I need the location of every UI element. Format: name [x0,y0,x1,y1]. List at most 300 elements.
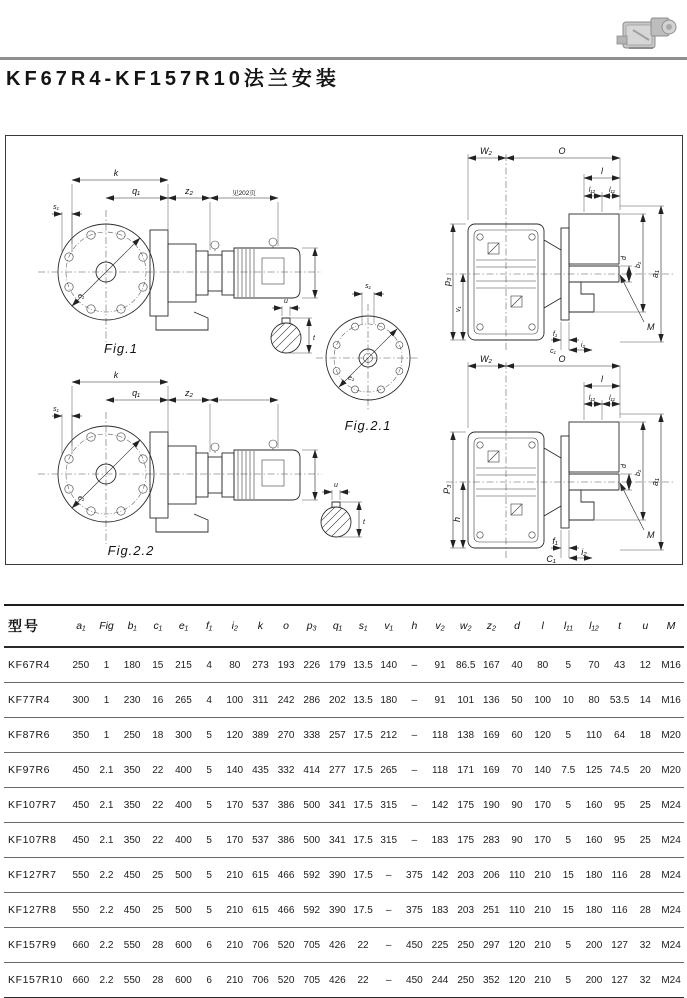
table-cell: 332 [273,753,299,788]
dim-label-o: O [558,146,566,156]
table-cell: 142 [427,788,453,823]
table-cell: 338 [299,718,325,753]
table-cell: 450 [68,753,94,788]
table-cell: 244 [427,963,453,998]
column-header: h [402,605,428,647]
table-cell: 341 [325,788,351,823]
table-cell: 70 [504,753,530,788]
table-cell: 705 [299,963,325,998]
table-cell: 203 [453,858,479,893]
table-cell: 450 [402,928,428,963]
table-cell: 257 [325,718,351,753]
table-cell: 226 [299,647,325,683]
table-cell: 592 [299,858,325,893]
section-view-bottom [434,352,679,564]
table-cell: 22 [145,788,171,823]
table-cell: 18 [632,718,658,753]
column-header: s₁ [350,605,376,647]
dim-label-i2: i₂ [580,342,586,349]
dim-label-k: k [113,370,119,380]
dim-label-e1: e₁ [78,495,85,502]
table-row [4,647,684,683]
table-cell: 140 [222,753,248,788]
table-cell: 311 [248,683,274,718]
table-cell: M16 [658,647,684,683]
table-cell: 2.1 [94,788,120,823]
table-cell: 28 [632,893,658,928]
table-cell: 167 [479,647,505,683]
table-cell: 600 [171,963,197,998]
dim-label-c1: c₁ [550,348,556,355]
table-cell: 10 [555,683,581,718]
table-cell: 5 [555,823,581,858]
dim-label-f1: f₁ [552,331,558,338]
column-header: f₁ [196,605,222,647]
dim-label-h: h [452,516,462,522]
table-cell: 206 [479,858,505,893]
dim-label-q1: q₁ [132,388,140,398]
table-cell: 169 [479,718,505,753]
dim-label-l12: l₁₂ [588,187,596,194]
table-cell: 5 [196,823,222,858]
table-cell: 520 [273,963,299,998]
table-cell: M24 [658,928,684,963]
table-cell: 160 [581,823,607,858]
table-cell: 100 [530,683,556,718]
table-cell: 4 [196,647,222,683]
table-cell: 4 [196,683,222,718]
column-header: l [530,605,556,647]
table-cell: 390 [325,858,351,893]
table-cell: 17.5 [350,858,376,893]
table-cell: 2.1 [94,753,120,788]
table-cell: 120 [504,963,530,998]
table-cell: 660 [68,928,94,963]
table-cell: 127 [607,928,633,963]
table-cell: 17.5 [350,893,376,928]
dim-label-b1: b₁ [635,261,642,268]
table-cell: 375 [402,858,428,893]
table-cell: 32 [632,928,658,963]
table-cell: 91 [427,647,453,683]
dim-label-p3: p₃ [442,277,452,286]
table-cell: 136 [479,683,505,718]
dim-label-d: d [621,256,628,260]
table-cell: 80 [222,647,248,683]
table-cell: – [376,963,402,998]
table-cell: 537 [248,788,274,823]
model-cell: KF67R4 [4,647,68,683]
column-header: b₁ [119,605,145,647]
table-cell: 5 [555,647,581,683]
table-cell: 400 [171,753,197,788]
dim-label-u: u [334,482,338,489]
table-cell: – [402,718,428,753]
table-cell: 171 [453,753,479,788]
table-cell: 286 [299,683,325,718]
table-body [4,647,684,998]
table-cell: M24 [658,788,684,823]
table-cell: 706 [248,963,274,998]
table-cell: 170 [530,823,556,858]
fig1-caption: Fig.1 [104,341,138,356]
table-cell: 466 [273,858,299,893]
table-row [4,893,684,928]
column-header: z₂ [479,605,505,647]
table-cell: 520 [273,928,299,963]
table-cell: 74.5 [607,753,633,788]
table-cell: – [402,753,428,788]
dim-label-e1: e₁ [348,375,355,382]
table-cell: 16 [145,683,171,718]
table-cell: 5 [555,928,581,963]
table-cell: 110 [581,718,607,753]
table-cell: 426 [325,928,351,963]
table-cell: 95 [607,823,633,858]
table-cell: 250 [453,963,479,998]
dim-label-v1: v₁ [455,306,462,312]
table-row [4,928,684,963]
table-cell: 180 [581,893,607,928]
table-cell: 12 [632,647,658,683]
column-header: p₃ [299,605,325,647]
table-cell: 91 [427,683,453,718]
table-cell: 400 [171,823,197,858]
shaft-section-2 [306,478,376,550]
table-cell: 450 [68,823,94,858]
dim-label-w2: W₂ [480,354,492,364]
column-header: o [273,605,299,647]
table-cell: 615 [248,893,274,928]
table-cell: 277 [325,753,351,788]
table-cell: 180 [376,683,402,718]
table-cell: 28 [145,928,171,963]
dim-label-z2: z₂ [185,186,193,196]
table-cell: 22 [350,928,376,963]
table-cell: M24 [658,963,684,998]
table-cell: 450 [119,893,145,928]
table-cell: 142 [427,858,453,893]
table-head [4,605,684,647]
table-cell: 414 [299,753,325,788]
table-cell: 210 [530,858,556,893]
table-cell: 183 [427,823,453,858]
table-cell: 450 [119,858,145,893]
table-cell: 1 [94,683,120,718]
table-cell: 60 [504,718,530,753]
model-cell: KF127R8 [4,893,68,928]
dim-label-l11: l₁₁ [609,187,615,194]
dim-label-s1: s₁ [365,283,371,290]
table-row [4,788,684,823]
table-cell: 7.5 [555,753,581,788]
table-cell: 170 [222,788,248,823]
dim-label-d: d [621,464,628,468]
table-cell: 251 [479,893,505,928]
table-cell: 300 [171,718,197,753]
table-cell: 175 [453,823,479,858]
table-cell: 500 [299,823,325,858]
model-cell: KF127R7 [4,858,68,893]
table-cell: 179 [325,647,351,683]
table-cell: 615 [248,858,274,893]
table-cell: 40 [504,647,530,683]
table-cell: 190 [479,788,505,823]
table-cell: 210 [222,963,248,998]
table-cell: 5 [555,963,581,998]
column-header: e₁ [171,605,197,647]
table-cell: – [402,823,428,858]
table-cell: 6 [196,928,222,963]
model-cell: KF97R6 [4,753,68,788]
model-cell: KF77R4 [4,683,68,718]
table-cell: 592 [299,893,325,928]
table-cell: – [402,788,428,823]
table-cell: 25 [145,893,171,928]
table-cell: 28 [145,963,171,998]
page-title: KF67R4-KF157R10法兰安装 [6,68,340,90]
column-header: v₂ [427,605,453,647]
table-cell: 297 [479,928,505,963]
table-cell: 210 [530,893,556,928]
dim-label-q1: q₁ [132,186,140,196]
table-cell: 90 [504,788,530,823]
table-cell: 210 [222,858,248,893]
table-cell: 386 [273,823,299,858]
table-cell: 2.1 [94,823,120,858]
table-cell: 25 [632,823,658,858]
table-cell: 14 [632,683,658,718]
drawings-panel [5,135,683,565]
table-cell: 389 [248,718,274,753]
table-cell: 64 [607,718,633,753]
table-cell: M24 [658,893,684,928]
column-header: t [607,605,633,647]
table-cell: 25 [145,858,171,893]
table-cell: 13.5 [350,647,376,683]
column-header: 型号 [4,605,68,647]
dim-label-e1: e₁ [78,293,85,300]
table-cell: 265 [171,683,197,718]
table-cell: – [402,683,428,718]
table-cell: 15 [555,858,581,893]
column-header: u [632,605,658,647]
table-cell: 500 [171,893,197,928]
table-row [4,963,684,998]
table-cell: 180 [581,858,607,893]
dim-label-C1: C₁ [546,554,556,564]
table-cell: 250 [68,647,94,683]
dim-label-t: t [363,519,365,526]
table-cell: 466 [273,893,299,928]
dim-label-k: k [113,168,119,178]
table-cell: 1 [94,647,120,683]
dim-label-i2: i₂ [581,547,587,557]
dim-label-l11: l₁₁ [609,395,615,402]
dim-label-b1: b₁ [635,469,642,476]
table-cell: 17.5 [350,718,376,753]
table-cell: 13.5 [350,683,376,718]
table-cell: 5 [196,788,222,823]
table-cell: 100 [222,683,248,718]
table-cell: 315 [376,823,402,858]
table-cell: 350 [119,788,145,823]
table-cell: 15 [145,647,171,683]
table-cell: 500 [171,858,197,893]
header-divider [0,57,687,60]
table-cell: 550 [119,928,145,963]
column-header: l₁₂ [581,605,607,647]
table-cell: 202 [325,683,351,718]
dim-label-M: M [647,530,655,540]
table-cell: 210 [222,893,248,928]
product-photo [609,10,681,58]
table-cell: 140 [376,647,402,683]
model-cell: KF87R6 [4,718,68,753]
table-cell: 215 [171,647,197,683]
table-row [4,823,684,858]
dim-label-l: l [601,374,603,384]
table-cell: 18 [145,718,171,753]
column-header: w₂ [453,605,479,647]
table-cell: 550 [119,963,145,998]
table-cell: 53.5 [607,683,633,718]
column-header: l₁₁ [555,605,581,647]
table-cell: 180 [119,647,145,683]
dim-label-o: O [558,354,566,364]
table-cell: 203 [453,893,479,928]
table-cell: 15 [555,893,581,928]
table-cell: 50 [504,683,530,718]
table-cell: – [376,893,402,928]
column-header: v₁ [376,605,402,647]
dim-label-s1: s₁ [53,406,59,413]
table-cell: 390 [325,893,351,928]
table-cell: 95 [607,788,633,823]
table-cell: 250 [119,718,145,753]
table-cell: 550 [68,893,94,928]
table-cell: 400 [171,788,197,823]
table-cell: 170 [222,823,248,858]
dim-label-f1: f₁ [552,536,558,546]
model-cell: KF157R9 [4,928,68,963]
table-cell: M24 [658,823,684,858]
column-header: a₁ [68,605,94,647]
table-cell: M24 [658,858,684,893]
table-cell: 110 [504,893,530,928]
table-cell: 550 [68,858,94,893]
table-cell: 32 [632,963,658,998]
table-row [4,718,684,753]
table-cell: 600 [171,928,197,963]
table-cell: 315 [376,788,402,823]
table-cell: 116 [607,893,633,928]
table-cell: 210 [530,928,556,963]
table-cell: 28 [632,858,658,893]
table-cell: 5 [196,753,222,788]
table-cell: 341 [325,823,351,858]
table-cell: 116 [607,858,633,893]
table-cell: 350 [119,753,145,788]
table-cell: 118 [427,753,453,788]
table-cell: 273 [248,647,274,683]
dim-label-M: M [647,322,655,332]
table-cell: 70 [581,647,607,683]
table-cell: 706 [248,928,274,963]
dim-label-t: t [313,335,315,342]
column-header: q₁ [325,605,351,647]
table-cell: 200 [581,963,607,998]
column-header: k [248,605,274,647]
table-cell: 200 [581,928,607,963]
table-cell: 225 [427,928,453,963]
table-row [4,858,684,893]
table-cell: 210 [530,963,556,998]
table-cell: 101 [453,683,479,718]
table-cell: 435 [248,753,274,788]
table-cell: 386 [273,788,299,823]
column-header: i₂ [222,605,248,647]
table-cell: 350 [68,718,94,753]
table-cell: 22 [350,963,376,998]
fig21-caption: Fig.2.1 [344,418,392,433]
table-cell: 120 [222,718,248,753]
table-cell: 5 [196,893,222,928]
table-cell: 22 [145,823,171,858]
table-cell: 350 [119,823,145,858]
table-cell: 125 [581,753,607,788]
table-cell: 193 [273,647,299,683]
dim-note-see-page: 见202页 [232,190,256,197]
dimension-table [4,604,684,998]
table-cell: 2.2 [94,928,120,963]
table-cell: 25 [632,788,658,823]
table-cell: 5 [196,718,222,753]
dim-label-u: u [284,298,288,305]
table-cell: 250 [453,928,479,963]
table-cell: 2.2 [94,963,120,998]
dim-label-w2: W₂ [480,146,492,156]
model-cell: KF107R7 [4,788,68,823]
table-cell: 6 [196,963,222,998]
table-cell: 22 [145,753,171,788]
table-cell: 170 [530,788,556,823]
table-header-row [4,605,684,647]
table-cell: 283 [479,823,505,858]
table-cell: 183 [427,893,453,928]
table-cell: 270 [273,718,299,753]
dim-label-l: l [601,166,603,176]
table-cell: 120 [530,718,556,753]
table-cell: 230 [119,683,145,718]
table-cell: 426 [325,963,351,998]
table-cell: M20 [658,718,684,753]
table-cell: 43 [607,647,633,683]
table-cell: 2.2 [94,893,120,928]
table-cell: M20 [658,753,684,788]
table-cell: 300 [68,683,94,718]
fig22-drawing [26,354,346,559]
table-cell: 5 [555,718,581,753]
table-cell: 375 [402,893,428,928]
table-cell: 86.5 [453,647,479,683]
column-header: M [658,605,684,647]
dim-label-a1: a₁ [650,478,660,486]
table-cell: 140 [530,753,556,788]
table-cell: 212 [376,718,402,753]
dim-label-s1: s₁ [53,204,59,211]
dim-label-P3: P₃ [442,484,452,494]
